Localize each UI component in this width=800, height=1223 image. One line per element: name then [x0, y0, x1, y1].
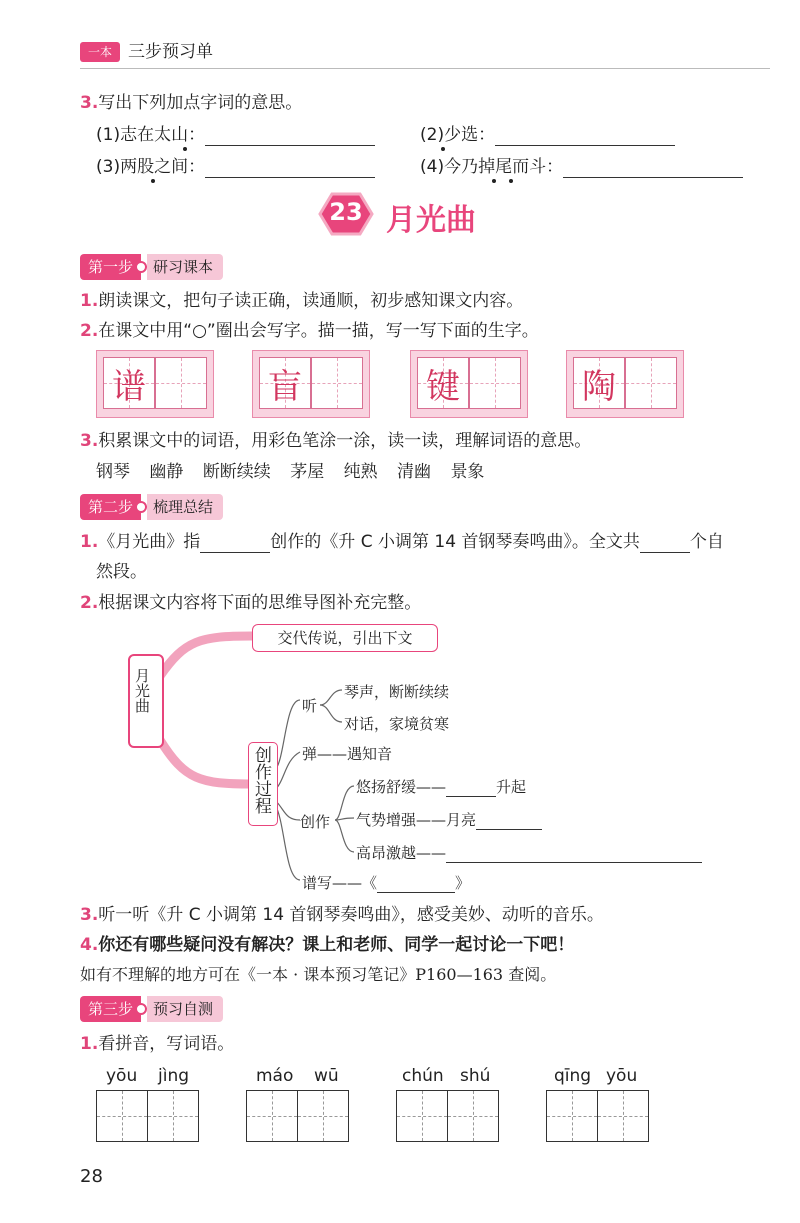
word-item[interactable]: 断断续续	[202, 462, 271, 482]
mindmap-create-2: 气势增强——月亮	[356, 809, 542, 830]
word-write-box[interactable]	[546, 1090, 598, 1142]
step1-q3: 3.积累课文中的词语，用彩色笔涂一涂，读一读，理解词语的意思。	[80, 431, 592, 451]
step1-q1: 1.朗读课文，把句子读正确，读通顺，初步感知课文内容。	[80, 291, 524, 311]
word-item[interactable]: 钢琴	[96, 462, 130, 482]
mindmap-create-3: 高昂激越——	[356, 842, 702, 863]
mindmap-top-node: 交代传说，引出下文	[252, 624, 438, 652]
mindmap-blank-4[interactable]	[377, 876, 455, 893]
mindmap-record: 谱写——《 》	[302, 874, 471, 892]
pinyin: qīng	[554, 1066, 592, 1086]
mindmap-root-label: 月光曲	[133, 668, 151, 713]
word-item[interactable]: 纯熟	[343, 462, 378, 482]
lesson-title: 月光曲	[386, 203, 476, 238]
word-write-box[interactable]	[96, 1090, 148, 1142]
step3-banner: 第三步 预习自测	[80, 996, 223, 1022]
char-键: 键	[426, 366, 460, 407]
header-title: 三步预习单	[128, 42, 213, 62]
char-盲: 盲	[268, 366, 302, 407]
step2-q1-cont: 然段。	[96, 562, 147, 582]
word-item[interactable]: 景象	[450, 462, 485, 482]
mindmap-blank-3[interactable]	[446, 846, 702, 863]
q3-item-2: (2)少选：	[420, 124, 675, 146]
q3-top: 3.写出下列加点字词的意思。	[80, 93, 303, 113]
mindmap-listen-b: 对话，家境贫寒	[344, 715, 450, 733]
mindmap-blank-1[interactable]	[446, 780, 496, 797]
word-item[interactable]: 清幽	[397, 462, 432, 482]
word-write-box[interactable]	[597, 1090, 649, 1142]
word-item[interactable]: 幽静	[149, 462, 184, 482]
step1-banner: 第一步 研习课本	[80, 254, 223, 280]
header-logo: 一本	[80, 42, 120, 62]
char-谱: 谱	[112, 366, 146, 407]
pinyin: yōu	[106, 1066, 138, 1086]
pinyin: yōu	[606, 1066, 638, 1086]
q3-item-4: (4)今乃掉尾而斗：	[420, 156, 743, 178]
char-陶: 陶	[582, 366, 616, 407]
page-number: 28	[80, 1166, 103, 1187]
step2-q2: 2.根据课文内容将下面的思维导图补充完整。	[80, 593, 422, 613]
mindmap-listen-a: 琴声，断断续续	[344, 683, 450, 701]
mindmap-blank-2[interactable]	[476, 813, 542, 830]
q3-item-1: (1)志在太山：	[96, 124, 375, 146]
pinyin: máo	[256, 1066, 294, 1086]
mindmap-play: 弹——遇知音	[302, 745, 393, 763]
mindmap-create-1: 悠扬舒缓—— 升起	[356, 778, 527, 796]
step2-note: 如有不理解的地方可在《一本 · 课本预习笔记》P160—163 查阅。	[80, 965, 557, 984]
word-write-box[interactable]	[396, 1090, 448, 1142]
lesson-number-badge: 23	[318, 192, 374, 236]
step2-q3: 3.听一听《升 C 小调第 14 首钢琴奏鸣曲》，感受美妙、动听的音乐。	[80, 905, 604, 925]
pinyin: shú	[460, 1066, 491, 1086]
word-write-box[interactable]	[297, 1090, 349, 1142]
step1-q2: 2.在课文中用“○”圈出会写字。描一描，写一写下面的生字。	[80, 321, 539, 341]
pinyin: jìng	[158, 1066, 190, 1086]
pinyin: chún	[402, 1066, 444, 1086]
word-write-box[interactable]	[246, 1090, 298, 1142]
step3-q1: 1.看拼音，写词语。	[80, 1034, 235, 1054]
word-write-box[interactable]	[447, 1090, 499, 1142]
step2-q1: 1.《月光曲》指 创作的《升 C 小调第 14 首钢琴奏鸣曲》。全文共 个自	[80, 532, 724, 552]
step2-banner: 第二步 梳理总结	[80, 494, 223, 520]
word-item[interactable]: 茅屋	[290, 462, 325, 482]
mindmap-process-label: 创作过程	[251, 746, 271, 814]
step2-q4: 4.你还有哪些疑问没有解决？课上和老师、同学一起讨论一下吧！	[80, 935, 575, 955]
q3-item-3: (3)两股之间：	[96, 156, 375, 178]
pinyin: wū	[314, 1066, 339, 1086]
mindmap-listen: 听	[302, 697, 318, 715]
word-write-box[interactable]	[147, 1090, 199, 1142]
mindmap-create: 创作	[300, 813, 331, 831]
